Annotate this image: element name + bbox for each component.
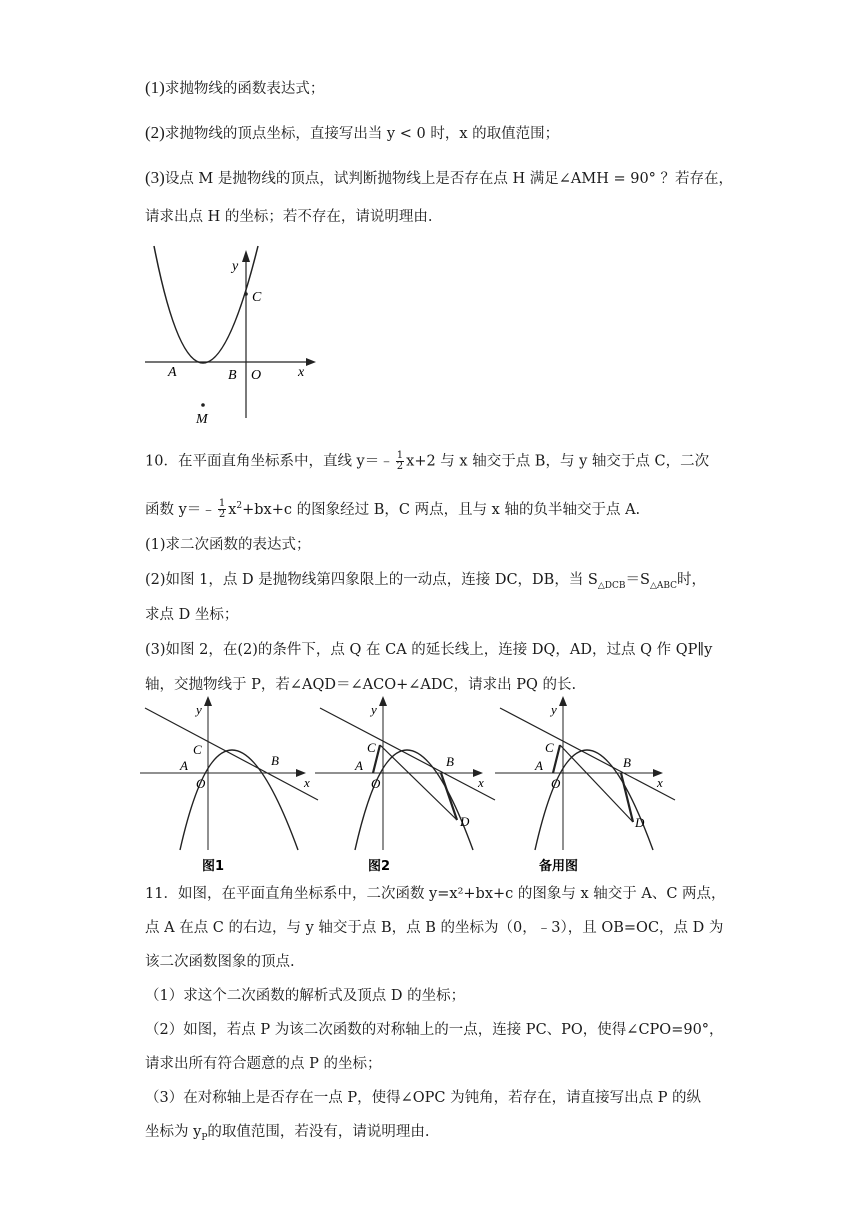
- q10-fraction-den: 2: [396, 461, 404, 472]
- fig2-b-label: B: [446, 754, 454, 769]
- q10-fraction: [396, 451, 404, 472]
- fig2-c-label: C: [367, 740, 376, 755]
- q10-square: 2: [236, 501, 243, 511]
- q9-part3-text: 设点 M 是抛物线的顶点，试判断抛物线上是否存在点 H 满足∠AMH = 90° ？若存在，: [164, 171, 734, 187]
- q10-part3-cont: 轴，交抛物线于 P，若∠AQD＝∠ACO+∠ADC，请求出 PQ 的长.: [145, 677, 577, 693]
- q11-part3: （3）在对称轴上是否存在一点 P，使得∠OPC 为钝角，若存在，请直接写出点 P 的纵: [145, 1090, 702, 1106]
- q10-part2: [145, 570, 706, 596]
- q10-sub-dcb: △DCB: [597, 580, 626, 591]
- q10-line1-post: x+2 与 x 轴交于点 B，与 y 轴交于点 C，二次: [406, 453, 710, 470]
- fig1-c-label: C: [193, 742, 202, 757]
- q10-line2-post: +bx+c 的图象经过 B，C 两点，且与 x 轴的负半轴交于点 A.: [242, 501, 641, 518]
- q10-fraction-num: 1: [396, 450, 404, 461]
- q10-figure-1: [140, 690, 320, 875]
- fig2-caption: 图2: [368, 859, 391, 874]
- q10-figure-spare: [495, 690, 680, 875]
- q9-axis-x-label: x: [298, 365, 305, 380]
- q9-point-m-label: M: [196, 412, 208, 427]
- q11-line2: 点 A 在点 C 的右边，与 y 轴交于点 B，点 B 的坐标为（0，﹣3），且 OB=OC，点 D 为: [145, 920, 724, 936]
- q11-part2: （2）如图，若点 P 为该二次函数的对称轴上的一点，连接 PC、PO，使得∠CPO=90°，: [145, 1022, 724, 1038]
- fig1-caption: 图1: [202, 859, 225, 874]
- q9-parabola-figure: [140, 240, 330, 430]
- q9-part2: [145, 123, 559, 144]
- q10-line2-x: x: [228, 501, 237, 518]
- fig3-b-label: B: [623, 755, 631, 770]
- q10-part2-post: 时，: [677, 572, 707, 588]
- fig1-x-label: x: [304, 775, 310, 790]
- q11-part3-post: 的取值范围，若没有，请说明理由.: [207, 1124, 430, 1140]
- q10-part2-mid: ＝S: [625, 572, 650, 588]
- q9-part1-text: 求抛物线的函数表达式；: [164, 81, 325, 97]
- q9-point-a-label: A: [168, 365, 177, 380]
- q11-line1: 11．如图，在平面直角坐标系中，二次函数 y=x²+bx+c 的图象与 x 轴交于 A、C 两点，: [145, 886, 726, 902]
- fig3-x-label: x: [657, 775, 663, 790]
- fig2-d-label: D: [460, 814, 470, 829]
- fig3-d-label: D: [635, 815, 645, 830]
- fig2-a-label: A: [355, 758, 363, 773]
- q11-sub-p: P: [201, 1132, 208, 1143]
- fig1-o-label: O: [196, 776, 206, 791]
- q9-part1: [145, 78, 324, 99]
- q9-axis-y-label: y: [232, 259, 239, 274]
- fig3-a-label: A: [535, 758, 543, 773]
- q10-fraction-2: [218, 499, 226, 520]
- q9-part3-cont: 请求出点 H 的坐标；若不存在，请说明理由.: [145, 209, 433, 225]
- q9-origin-label: O: [251, 368, 262, 383]
- q10-figure-2: [315, 690, 500, 875]
- fig2-y-label: y: [371, 702, 377, 717]
- q10-fraction2-den: 2: [218, 509, 226, 521]
- q10-fraction2-num: 1: [218, 498, 226, 510]
- fig3-o-label: O: [551, 776, 561, 791]
- fig1-y-label: y: [196, 702, 202, 717]
- fig2-x-label: x: [478, 775, 484, 790]
- q11-part1: （1）求这个二次函数的解析式及顶点 D 的坐标；: [145, 988, 466, 1004]
- q9-part2-number: (2): [145, 123, 165, 142]
- q11-part3-pre: 坐标为 y: [145, 1124, 202, 1140]
- fig2-o-label: O: [371, 776, 381, 791]
- q10-line1: [145, 451, 709, 472]
- q9-part2-text: 求抛物线的顶点坐标，直接写出当 y < 0 时，x 的取值范围；: [164, 126, 560, 142]
- fig3-y-label: y: [551, 702, 557, 717]
- q11-part2-cont: 请求出所有符合题意的点 P 的坐标；: [145, 1056, 382, 1072]
- q10-part1: (1)求二次函数的表达式；: [145, 537, 311, 553]
- q10-line2-pre: 函数 y＝﹣: [145, 501, 216, 518]
- q9-part3-number: (3): [145, 168, 165, 187]
- q10-part2-cont: 求点 D 坐标；: [145, 607, 239, 623]
- q9-part1-number: (1): [145, 78, 165, 97]
- q10-line1-pre: 10．在平面直角坐标系中，直线 y＝﹣: [145, 453, 394, 470]
- fig1-a-label: A: [180, 758, 188, 773]
- fig3-caption: 备用图: [539, 859, 579, 874]
- q10-part2-pre: (2)如图 1，点 D 是抛物线第四象限上的一动点，连接 DC，DB，当 S: [145, 572, 598, 588]
- q11-line3: 该二次函数图象的顶点.: [145, 954, 295, 970]
- q10-sub-abc: △ABC: [649, 580, 678, 591]
- q11-part3-cont: [145, 1122, 429, 1148]
- q10-part3: (3)如图 2，在(2)的条件下，点 Q 在 CA 的延长线上，连接 DQ，AD，过点 Q 作 QP∥y: [145, 642, 713, 658]
- q9-point-b-label: B: [228, 368, 237, 383]
- fig1-b-label: B: [271, 753, 279, 768]
- q9-part3: [145, 168, 733, 189]
- fig3-c-label: C: [545, 740, 554, 755]
- q9-point-c-label: C: [252, 290, 262, 305]
- q10-line2: [145, 496, 640, 520]
